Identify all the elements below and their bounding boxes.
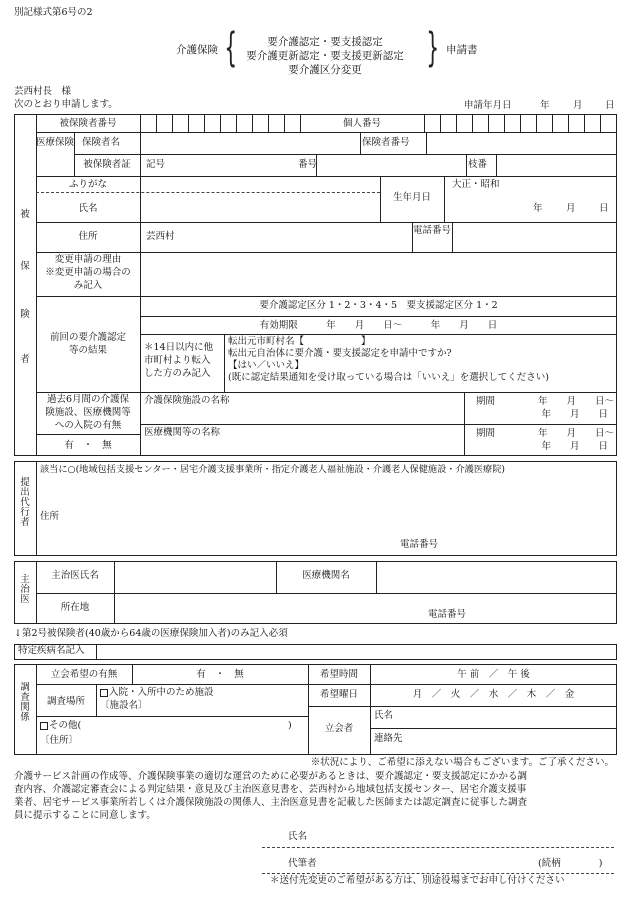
insurer-number-label: 保険者番号 xyxy=(362,137,410,148)
facility-stay-2: 険施設、医療機関等 xyxy=(45,407,131,418)
agent-phone-label: 電話番号 xyxy=(400,539,439,550)
survey-address: 〔住所〕 xyxy=(40,735,79,746)
attendee-label: 立会者 xyxy=(324,723,354,734)
attendance-label: 立会希望の有無 xyxy=(50,669,118,680)
survey-side-label: 調 査 関 係 xyxy=(20,682,30,723)
bottom-note: ＊送付先変更のご希望がある方は、別途役場までお申し付けください xyxy=(270,875,565,886)
period-to-2: 年 月 日 xyxy=(541,441,608,452)
period-label-2: 期間 xyxy=(476,428,496,439)
transfer-note-2: 市町村より転入 xyxy=(144,355,211,366)
birth-label: 生年月日 xyxy=(392,192,431,203)
time-label: 希望時間 xyxy=(319,669,358,680)
insurer-name-label: 保険者名 xyxy=(82,137,121,148)
insured-side-2: 保 xyxy=(20,261,30,272)
date-label: 申請年月日 xyxy=(464,100,512,111)
contact-label: 連絡先 xyxy=(374,733,403,744)
period-label-1: 期間 xyxy=(476,396,496,407)
attendee-name-label: 氏名 xyxy=(374,710,394,721)
change-reason-2: ※変更申請の場合の xyxy=(45,267,131,278)
institution-label: 医療機関名 xyxy=(302,570,350,581)
date-day: 日 xyxy=(605,100,615,111)
symbol-label: 記号 xyxy=(146,159,166,170)
insured-side-3: 険 xyxy=(20,309,30,320)
insured-side-1: 被 xyxy=(20,209,30,220)
medical-insurance-label: 医療保険 xyxy=(36,137,75,148)
title-line-2: 要介護更新認定・要支援更新認定 xyxy=(246,50,404,62)
era-label: 大正・昭和 xyxy=(452,179,500,190)
facility-name-label: 〔施設名〕 xyxy=(100,700,148,711)
transfer-city: 転出元市町村名【 】 xyxy=(228,336,371,347)
medical-facility-label: 医療機関等の名称 xyxy=(144,427,221,438)
other-checkbox[interactable] xyxy=(40,722,48,730)
facility-stay-3: への入院の有無 xyxy=(54,420,122,431)
phone-label: 電話番号 xyxy=(412,225,451,236)
relation-label: (続柄 ) xyxy=(538,858,603,869)
consent-line-2: 査内容、介護認定審査会による判定結果・意見及び主治医意見書を、芸西村から地域包括支援センター、居宅介護支援事 xyxy=(14,784,527,795)
doctor-side-label: 主 治 医 xyxy=(20,574,30,605)
care-facility-label: 介護保険施設の名称 xyxy=(144,395,230,406)
left-brace: { xyxy=(224,25,238,71)
furigana-label: ふりがな xyxy=(68,179,107,190)
name-label: 氏名 xyxy=(78,203,98,214)
consent-line-4: 員に提示することに同意します。 xyxy=(14,810,156,821)
change-reason-3: み記入 xyxy=(73,280,103,291)
disease-row xyxy=(14,644,617,660)
agent-side-label: 提 出 代 行 者 xyxy=(20,477,30,528)
previous-label-1: 前回の要介護認定 xyxy=(49,332,126,343)
insured-number-label: 被保険者番号 xyxy=(59,118,117,129)
date-month: 月 xyxy=(573,100,583,111)
num-label: 番号 xyxy=(298,159,318,170)
facility-presence: 有 ・ 無 xyxy=(64,440,112,451)
address-label: 住所 xyxy=(78,231,98,242)
hospital-checkbox[interactable] xyxy=(100,689,108,697)
agent-address-label: 住所 xyxy=(40,511,60,522)
valid-period: 有効期限 年 月 日～ 年 月 日 xyxy=(259,320,498,331)
consent-line-1: 介護サービス計画の作成等、介護保険事業の適切な運営のために必要があるときは、要介護認定・要支援認定にかかる調 xyxy=(14,771,528,782)
branch-label: 枝番 xyxy=(468,159,488,170)
agent-applicable: 該当に○(地域包括支援センター・居宅介護支援事業所・指定介護老人福祉施設・介護老人保健施設・介護医療院) xyxy=(40,464,506,475)
insured-side-4: 者 xyxy=(20,354,30,365)
place-label: 調査場所 xyxy=(46,696,85,707)
period-to-1: 年 月 日 xyxy=(541,409,608,420)
previous-label-2: 等の結果 xyxy=(68,345,107,356)
transfer-choice: 【はい／いいえ】 xyxy=(228,360,305,371)
date-year: 年 xyxy=(540,100,550,111)
address-value: 芸西村 xyxy=(146,231,175,242)
attendance-presence: 有 ・ 無 xyxy=(196,669,244,680)
insurance-label: 介護保険 xyxy=(176,44,218,56)
doctor-name-label: 主治医氏名 xyxy=(51,570,99,581)
doctor-phone-label: 電話番号 xyxy=(428,609,467,620)
day-value: 月 ／ 火 ／ 水 ／ 木 ／ 金 xyxy=(412,689,575,700)
title-line-3: 要介護区分変更 xyxy=(288,64,362,76)
application-label: 申請書 xyxy=(446,44,478,56)
addressee: 芸西村長 様 xyxy=(14,86,72,97)
disease-label: 特定疾病名記入 xyxy=(18,645,85,656)
note-second-insured: ↓第2号被保険者(40歳から64歳の医療保険加入者)のみ記入必須 xyxy=(14,628,288,639)
day-label: 希望曜日 xyxy=(319,689,358,700)
birth-day: 日 xyxy=(599,203,609,214)
other-option[interactable]: その他( xyxy=(40,721,81,732)
transfer-note-3: した方のみ記入 xyxy=(144,368,211,379)
birth-year: 年 xyxy=(533,203,543,214)
birth-month: 月 xyxy=(566,203,576,214)
transfer-note-1: ＊14日以内に他 xyxy=(144,342,214,353)
title-line-1: 要介護認定・要支援認定 xyxy=(267,36,383,48)
sign-name-label: 氏名 xyxy=(288,831,308,842)
facility-stay-1: 過去6月間の介護保 xyxy=(46,394,130,405)
personal-number-label: 個人番号 xyxy=(342,118,381,129)
consent-line-3: 業者、居宅サービス事業所若しくは介護保険施設の関係人、主治医意見書を記載した医師または認定調査に従事した調査 xyxy=(14,797,528,808)
other-close-paren: ) xyxy=(288,720,292,731)
card-label: 被保険者証 xyxy=(83,159,131,170)
period-from-1: 年 月 日～ xyxy=(537,396,614,407)
right-brace: } xyxy=(426,25,440,71)
form-number: 別記様式第6号の2 xyxy=(14,7,93,18)
period-from-2: 年 月 日～ xyxy=(537,428,614,439)
care-level: 要介護認定区分 1・2・3・4・5 要支援認定区分 1・2 xyxy=(259,300,498,311)
transfer-note-4: (既に認定結果通知を受け取っている場合は「いいえ」を選択してください) xyxy=(228,372,549,383)
intro-text: 次のとおり申請します。 xyxy=(14,99,118,110)
location-label: 所在地 xyxy=(60,602,90,613)
footnote: ※状況により、ご希望に添えない場合もございます。ご了承ください。 xyxy=(310,757,614,768)
time-value: 午 前 ／ 午 後 xyxy=(457,669,530,680)
proxy-label: 代筆者 xyxy=(288,858,317,869)
hospital-option[interactable]: 入院・入所中のため施設 xyxy=(100,688,214,699)
change-reason-1: 変更申請の理由 xyxy=(54,254,122,265)
transfer-question: 転出元自治体に要介護・要支援認定を申請中ですか? xyxy=(228,348,452,359)
